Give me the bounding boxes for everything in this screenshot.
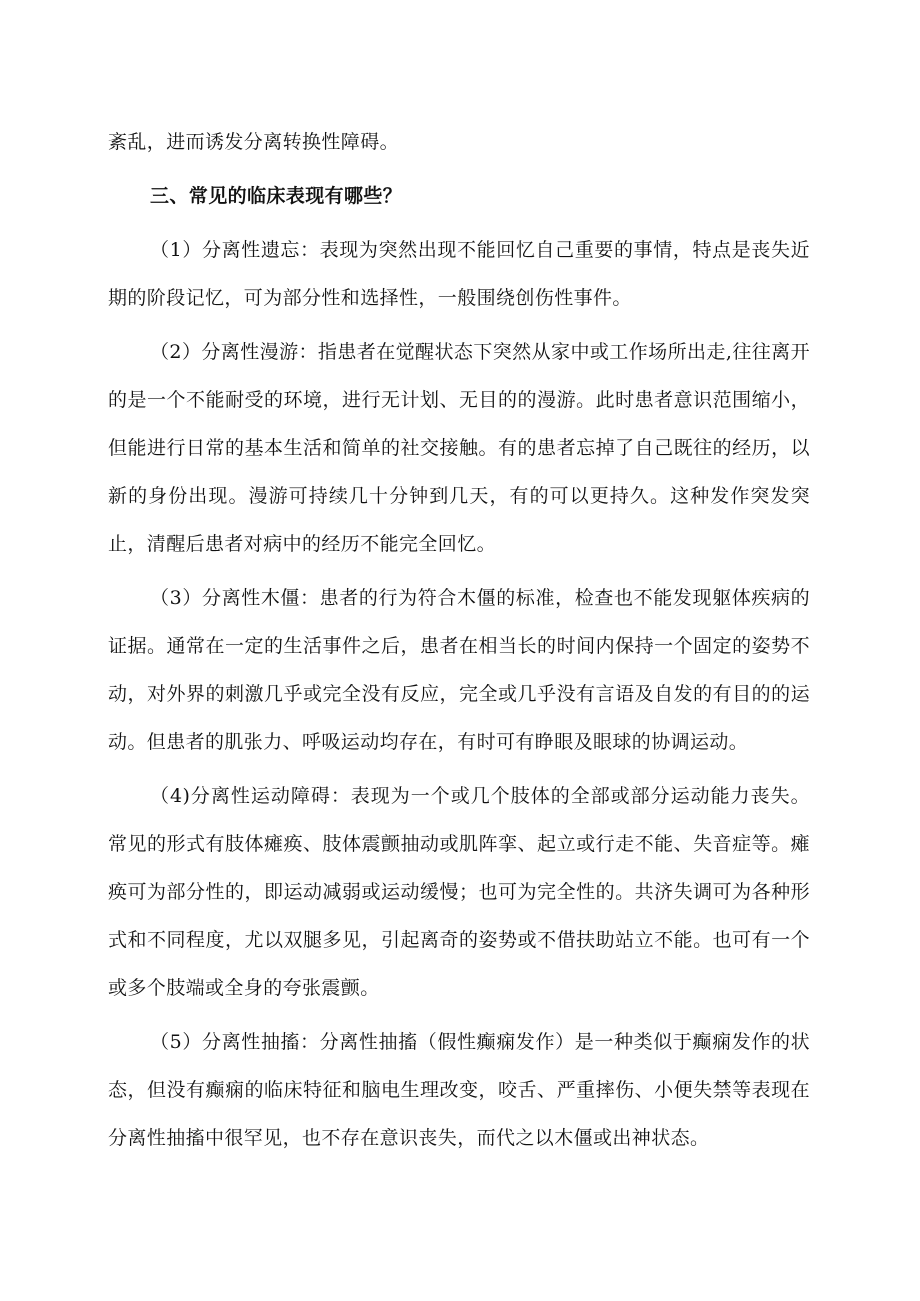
paragraph-dissociative-amnesia: （1）分离性遗忘：表现为突然出现不能回忆自己重要的事情，特点是丧失近期的阶段记忆，可为部分性和选择性，一般围绕创伤性事件。 [108, 239, 810, 309]
paragraph-dissociative-convulsions: （5）分离性抽搐：分离性抽搐（假性癫痫发作）是一种类似于癫痫发作的状态，但没有癫痫的临床特征和脑电生理改变，咬舌、严重摔伤、小便失禁等表现在分离性抽搐中很罕见，也不存在意识丧失，而代之以木僵或出神状态。 [108, 1031, 810, 1149]
document-body [108, 118, 810, 1162]
continuation-paragraph: 紊乱，进而诱发分离转换性障碍。 [108, 131, 400, 153]
paragraph-dissociative-fugue: （2）分离性漫游：指患者在觉醒状态下突然从家中或工作场所出走,往往离开的是一个不能耐受的环境，进行无计划、无目的的漫游。此时患者意识范围缩小，但能进行日常的基本生活和简单的社交接触。有的患者忘掉了自己既往的经历，以新的身份出现。漫游可持续几十分钟到几天，有的可以更持久。这种发作突发突止，清醒后患者对病中的经历不能完全回忆。 [108, 341, 810, 555]
section-heading: 三、常见的临床表现有哪些？ [150, 185, 403, 207]
paragraph-dissociative-stupor: （3）分离性木僵：患者的行为符合木僵的标准，检查也不能发现躯体疾病的证据。通常在一定的生活事件之后，患者在相当长的时间内保持一个固定的姿势不动，对外界的刺激几乎或完全没有反应，完全或几乎没有言语及自发的有目的的运动。但患者的肌张力、呼吸运动均存在，有时可有睁眼及眼球的协调运动。 [108, 587, 810, 753]
paragraph-dissociative-motor-disorder: （4)分离性运动障碍：表现为一个或几个肢体的全部或部分运动能力丧失。常见的形式有肢体瘫痪、肢体震颤抽动或肌阵挛、起立或行走不能、失音症等。瘫痪可为部分性的，即运动减弱或运动缓慢；也可为完全性的。共济失调可为各种形式和不同程度，尤以双腿多见，引起离奇的姿势或不借扶助站立不能。也可有一个或多个肢端或全身的夸张震颤。 [108, 785, 810, 999]
